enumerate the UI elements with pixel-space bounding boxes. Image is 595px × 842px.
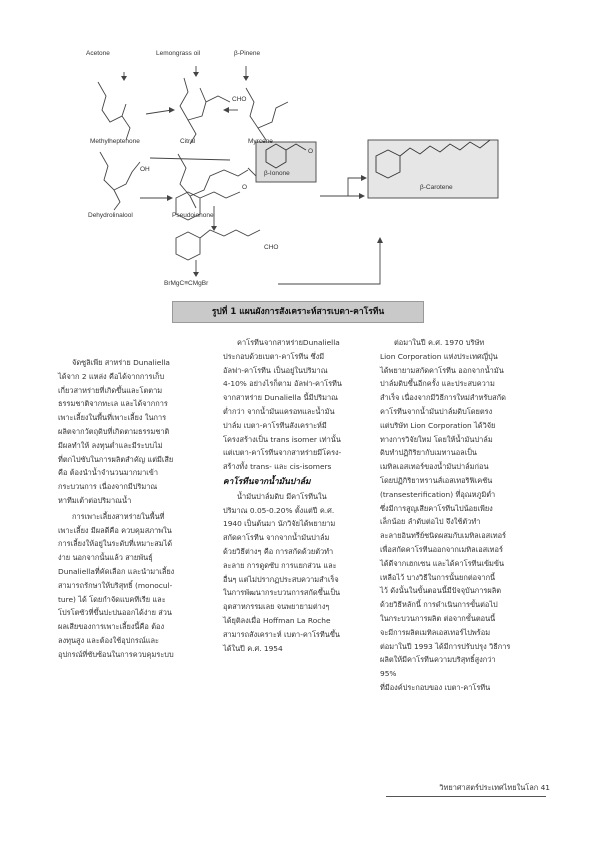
column2-line: 1940 เป็นต้นมา นักวิจัยได้พยายาม: [223, 519, 336, 529]
label-ionone-oxygen: O: [308, 148, 314, 155]
column1-line: ธรรมชาติจากทะเล และได้จากการ: [58, 399, 168, 409]
column2-line: สร้างทั้ง trans- และ cis-isomers: [223, 462, 332, 472]
column3-line: ในกระบวนการผลิต ต่อจากขั้นตอนนี้: [380, 613, 496, 623]
column1-line: โปรโตซัวที่ขึ้นปะปนออกได้ง่าย ส่วน: [58, 608, 172, 618]
label-hydroxyl: OH: [140, 166, 150, 173]
column3-line: ต่อมาในปี 1993 ได้มีการปรับปรุง วิธีการ: [380, 641, 511, 651]
column2-line: ประกอบด้วยเบตา-คาโรทีน ซึ่งมี: [223, 351, 325, 361]
column2-line: ด้วยวิธีต่างๆ คือ การสกัดด้วยตัวทำ: [223, 546, 334, 556]
footer-rule: [386, 796, 546, 797]
label-beta-carotene: β-Carotene: [420, 184, 453, 191]
synthesis-scheme-figure: [80, 48, 500, 293]
column1-line: คือ ต้องนำน้ำจำนวนมากมาเข้า: [58, 468, 158, 478]
text-column-2: [223, 336, 347, 655]
column3-line: โดยปฏิกิริยาทรานส์เอสเทอริฟิเคชัน: [380, 475, 493, 485]
column2-line: ต่ำกว่า จากน้ำมันแครอทและน้ำมัน: [223, 406, 335, 416]
column3-line: จะมีการผลิตเมทิลเอสเทอร์ไปพร้อม: [380, 627, 491, 637]
label-product-aldehyde: CHO: [264, 244, 279, 251]
column3-line: (transesterification) ที่อุณหภูมิต่ำ: [380, 489, 496, 499]
column2-line: แต่เบตา-คาโรทีนจากสาหร่ายมีโครง-: [223, 448, 342, 458]
column3-line: แต่บริษัท Lion Corporation ได้วิจัย: [380, 420, 496, 430]
column1-line: เพาะเลี้ยงในพื้นที่เพาะเลี้ยง ในการ: [58, 413, 167, 423]
column2-line: อัลฟา-คาโรทีน เป็นอยู่ในปริมาณ: [223, 365, 328, 375]
column1-line: กระบวนการ เนื่องจากมีปริมาณ: [58, 482, 158, 492]
column2-line: อุตสาหกรรมเลย จนพยายามต่างๆ: [223, 602, 330, 612]
label-dehydrolinalool: Dehydrolinalool: [88, 212, 133, 219]
text-column-3: [380, 336, 512, 695]
column1-line: ผลเสียของการเพาะเลี้ยงนี้คือ ต้อง: [58, 622, 165, 632]
column3-line: ได้ดีจากเฮกเซน และได้คาโรทีนเข้มข้น: [380, 558, 505, 568]
column1-line: เกี่ยวสาหร่ายที่เกิดขึ้นและโตตาม: [58, 385, 163, 395]
column2-line: อื่นๆ แต่ไม่ปรากฏประสบความสำเร็จ: [223, 574, 339, 584]
column3-line: ผลิตให้มีคาโรทีนความบริสุทธิ์สูงกว่า 95%: [380, 655, 496, 679]
column1-line: อุปกรณ์ที่ซับซ้อนในการควบคุมระบบ: [58, 649, 174, 659]
column2-line: สกัดคาโรทีน จากจากน้ำมันปาล์ม: [223, 533, 330, 543]
column2-line: ได้ยุติลงเมื่อ Hoffman La Roche: [223, 615, 331, 625]
column3-line: ทางการวิจัยใหม่ โดยให้น้ำมันปาล์ม: [380, 434, 493, 444]
label-methylheptenone: Methylheptenone: [90, 138, 140, 145]
section-heading-palm-oil-carotene: คาโรทีนจากน้ำมันปาล์ม: [223, 475, 311, 486]
column3-line: เมทิลเอสเทอร์ของน้ำมันปาล์มก่อน: [380, 462, 489, 472]
column3-line: ที่มีองค์ประกอบของ เบตา-คาโรทีน: [380, 682, 491, 692]
column1-line: ง่าย นอกจากนั้นแล้ว สายพันธุ์: [58, 553, 153, 563]
column3-line: เพื่อสกัดคาโรทีนออกจากเมทิลเอสเทอร์: [380, 544, 503, 554]
label-beta-ionone: β-Ionone: [264, 170, 290, 177]
label-citral-aldehyde: CHO: [232, 96, 247, 103]
label-beta-pinene: β-Pinene: [234, 50, 261, 57]
column3-line: ด้วยวิธีหลักนี้ การดำเนินการขั้นต่อไป: [380, 600, 498, 610]
column2-line: ปาล์ม เบตา-คาโรทีนสังเคราะห์มี: [223, 420, 327, 430]
column2-line: โครงสร้างเป็น trans isomer เท่านั้น: [223, 434, 341, 444]
label-myrcene: Myrcene: [248, 138, 273, 145]
page-footer: วิทยาศาสตร์ประเทศไทยในโลก 41: [439, 783, 550, 792]
column1-line: การเพาะเลี้ยงสาหร่ายในพื้นที่: [72, 511, 165, 521]
figure-caption: รูปที่ 1 แผนผังการสังเคราะห์สารเบตา-คาโรทีน: [172, 301, 424, 323]
column2-line: ได้ในปี ค.ศ. 1954: [223, 643, 283, 653]
column2-line: 4-10% อย่างไรก็ตาม อัลฟา-คาโรทีน: [223, 379, 342, 389]
column3-line: ละลายอินทรีย์ชนิดผสมกับเมทิลเอสเทอร์: [380, 531, 506, 541]
column3-line: ซึ่งมีการสูญเสียคาโรทีนไปน้อยเพียง: [380, 503, 493, 513]
column3-line: ดิบทำปฏิกิริยากับเมทานอลเป็น: [380, 448, 477, 458]
text-column-1: [58, 356, 178, 662]
column1-line: Dunaliellaที่คัดเลือก และนำมาเลี้ยง: [58, 566, 175, 576]
label-grignard-reagent: BrMgC≡CMgBr: [164, 280, 209, 287]
column2-line: คาโรทีนจากสาหร่ายDunaliella: [237, 338, 340, 347]
column3-line: ได้พยายามสกัดคาโรทีน ออกจากน้ำมัน: [380, 365, 504, 375]
column3-line: Lion Corporation แห่งประเทศญี่ปุ่น: [380, 351, 498, 361]
column2-line: จากสาหร่าย Dunaliella นี้มีปริมาณ: [223, 393, 338, 403]
column2-line: ในการพัฒนากระบวนการสกัดขึ้นเป็น: [223, 588, 341, 598]
label-pseudoionone: Pseudoionone: [172, 212, 214, 219]
label-citral: Citral: [180, 138, 196, 145]
column1-line: จัดซูลิเพีย สาหร่าย Dunaliella: [72, 358, 170, 367]
label-pseudoionone-oxygen: O: [242, 184, 248, 191]
column3-line: เหลือไว้ บางวิธีในการนั้นยกต่อจากนี้: [380, 572, 496, 582]
column1-line: การเลี้ยงให้อยู่ในระดับที่เหมาะสมได้: [58, 539, 173, 549]
column1-line: ture) ได้ โดยกำจัดแบคทีเรีย และ: [58, 594, 166, 604]
column1-line: ผลิตจากวัตถุดิบที่เกิดตามธรรมชาติ: [58, 426, 170, 436]
column1-line: หาทีมเต้าต่อปริมาณน้ำ: [58, 495, 132, 505]
column2-line: ปริมาณ 0.05-0.20% ตั้งแต่ปี ค.ศ.: [223, 505, 335, 515]
column3-line: เล็กน้อย ลำดับต่อไป จึงใช้ตัวทำ: [380, 517, 481, 527]
column1-line: สามารถรักษาให้บริสุทธิ์ (monocul-: [58, 580, 173, 590]
column2-line: น้ำมันปาล์มดิบ มีคาโรทีนใน: [237, 491, 327, 501]
column1-line: ที่ตกไปซับในการผลิตสำคัญ แต่มีเสีย: [58, 454, 174, 464]
column1-line: ได้จาก 2 แหล่ง คือได้จากการเก็บ: [58, 371, 165, 381]
column3-line: ต่อมาในปี ค.ศ. 1970 บริษัท: [394, 338, 485, 347]
label-acetone: Acetone: [86, 50, 110, 57]
column3-line: ไว้ ดังนั้นในขั้นตอนนี้มีปัจจุบันการผลิต: [380, 586, 502, 596]
column1-line: มีผลทำให้ ลงทุนต่ำและมีระบบไม่: [58, 440, 163, 450]
column3-line: สำเร็จ เนื่องจากมีวิธีการใหม่สำหรับสกัด: [380, 393, 506, 403]
column1-line: เพาะเลี้ยง มีผลดีคือ ควบคุมสภาพใน: [58, 525, 172, 535]
column3-line: ปาล์มดิบขึ้นอีกครั้ง และประสบความ: [380, 379, 495, 389]
label-lemongrass-oil: Lemongrass oil: [156, 50, 201, 57]
column2-line: สามารถสังเคราะห์ เบตา-คาโรทีนขึ้น: [223, 629, 340, 639]
column1-line: ลงทุนสูง และต้องใช้อุปกรณ์และ: [58, 635, 159, 645]
column2-line: ละลาย การดูดซับ การแยกส่วน และ: [223, 560, 337, 570]
column3-line: คาโรทีนจากน้ำมันปาล์มดิบโดยตรง: [380, 406, 493, 416]
